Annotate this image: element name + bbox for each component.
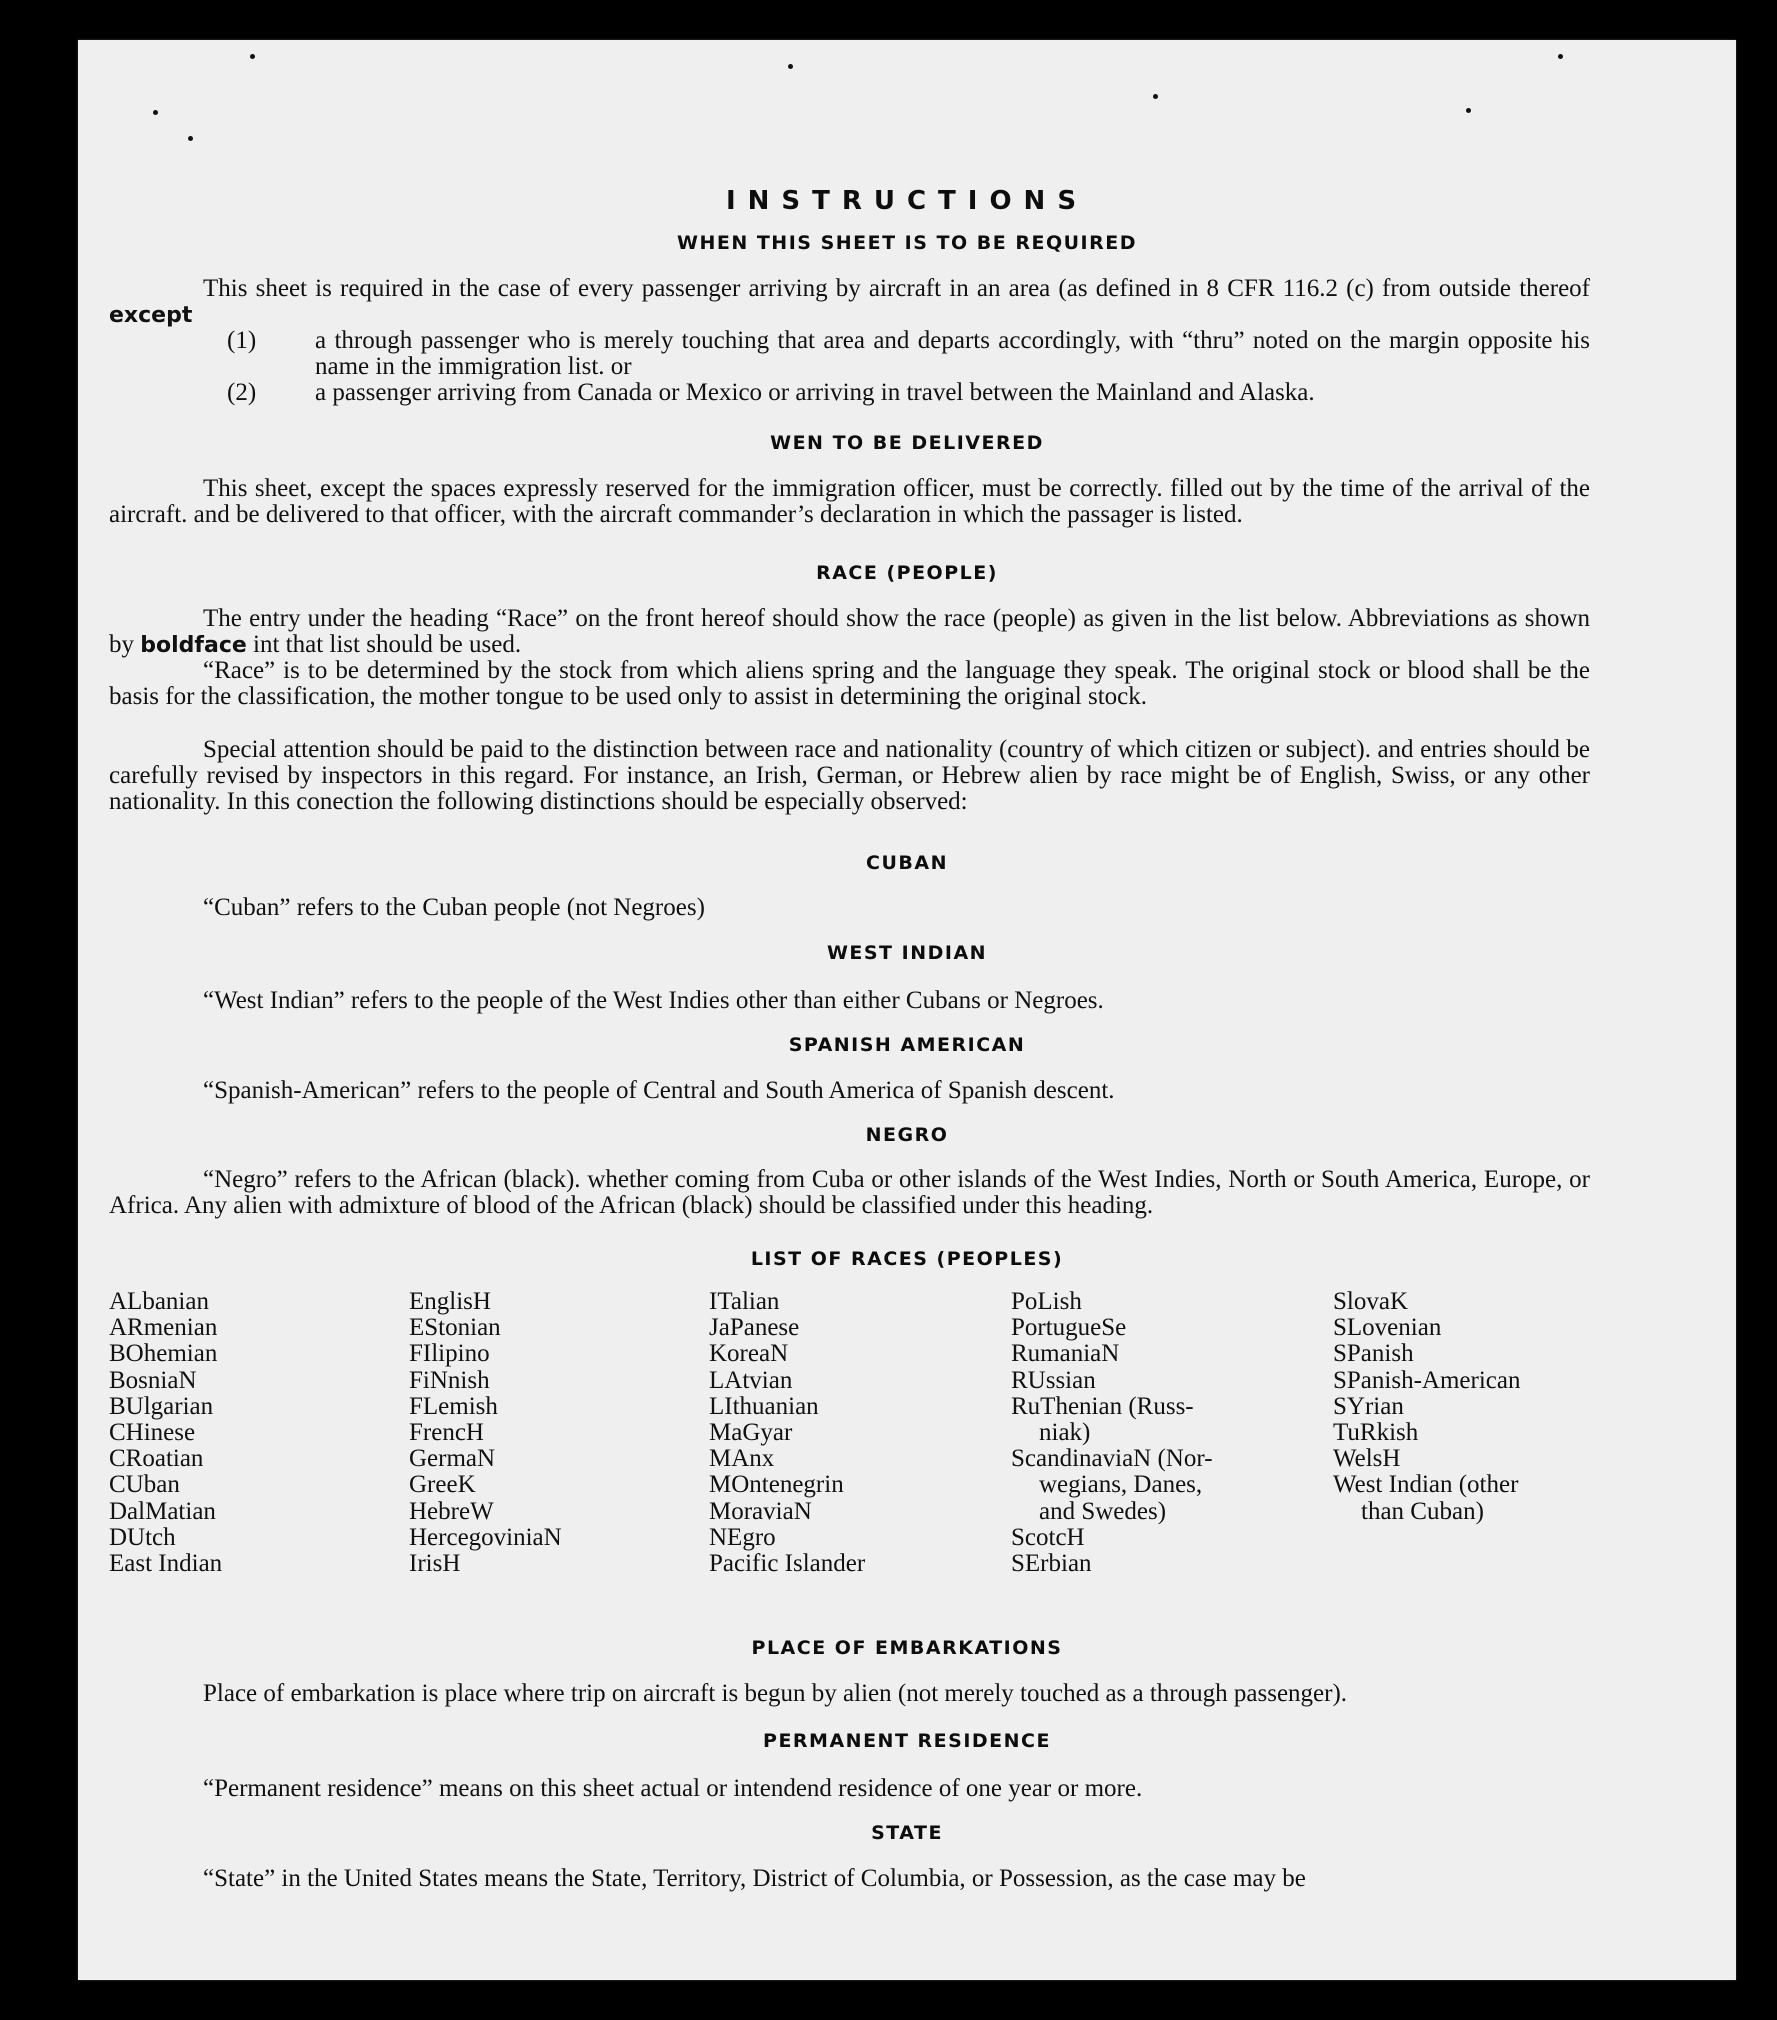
race-entry: GermaN (409, 1445, 496, 1473)
race-paragraph-2: “Race” is to be determined by the stock from which aliens spring and the language they speak. The original stock or blood shall be the basis for the classification, the mother tongue to be used only to assist in determining the original stock. (109, 657, 1590, 710)
race-entry: MaGyar (709, 1419, 793, 1447)
race-entry: MOntenegrin (709, 1471, 844, 1499)
when-required-intro (109, 276, 1590, 329)
race-entry: MoraviaN (709, 1497, 812, 1525)
race-entry: RUssian (1011, 1366, 1096, 1394)
race-column-5 (1333, 1289, 1520, 1525)
race-entry: Pacific Islander (709, 1550, 866, 1578)
race-entry: SPanish (1333, 1340, 1414, 1368)
race-entry: SlovaK (1333, 1288, 1408, 1315)
race-entry: BOhemian (109, 1340, 218, 1368)
race-entry: SPanish-American (1333, 1366, 1521, 1394)
race-entry: ALbanian (109, 1288, 209, 1315)
heading-race: RACE (PEOPLE) (816, 562, 998, 584)
heading-west-indian: WEST INDIAN (826, 942, 988, 964)
heading-when-delivered: WEN TO BE DELIVERED (770, 432, 1044, 454)
when-required-intro-text: This sheet is required in the case of every passenger arriving by aircraft in an area (as defined in 8 CFR 116.2 (c) from outside thereof (203, 275, 1590, 302)
race-entry: and Swedes) (1039, 1497, 1167, 1525)
race-p1-text-end: int that list should be used. (253, 631, 522, 658)
item-number: (1) (227, 327, 257, 354)
race-entry: SErbian (1011, 1550, 1092, 1578)
race-entry: JaPanese (709, 1314, 800, 1342)
race-entry: CUban (109, 1471, 180, 1499)
race-column-1 (109, 1289, 222, 1577)
scan-speck (153, 110, 158, 115)
heading-permanent-residence: PERMANENT RESIDENCE (763, 1730, 1051, 1752)
race-entry: DalMatian (109, 1497, 216, 1525)
race-entry: LIthuanian (709, 1392, 819, 1420)
heading-embarkation: PLACE OF EMBARKATIONS (751, 1637, 1063, 1659)
race-entry: niak) (1039, 1419, 1091, 1447)
race-entry: GreeK (409, 1471, 476, 1499)
race-entry: SYrian (1333, 1392, 1404, 1420)
when-required-item-2 (227, 380, 1590, 406)
race-entry: EnglisH (409, 1288, 491, 1315)
race-entry: FrencH (409, 1419, 484, 1447)
race-entry: HebreW (409, 1497, 494, 1525)
heading-negro: NEGRO (865, 1124, 949, 1146)
heading-spanish-american: SPANISH AMERICAN (788, 1034, 1026, 1056)
spanish-american-text: “Spanish-American” refers to the people of Central and South America of Spanish descent. (203, 1077, 1115, 1104)
scan-speck (250, 54, 255, 59)
race-entry: TuRkish (1333, 1419, 1419, 1447)
race-entry: PortugueSe (1011, 1314, 1127, 1342)
embarkation-text: Place of embarkation is place where trip on aircraft is begun by alien (not merely touched as a through passenger). (203, 1680, 1348, 1707)
cuban-text: “Cuban” refers to the Cuban people (not Negroes) (203, 894, 705, 921)
item-text: a passenger arriving from Canada or Mexico or arriving in travel between the Mainland and Alaska. (315, 379, 1315, 406)
race-entry: BosniaN (109, 1366, 197, 1394)
race-entry: LAtvian (709, 1366, 793, 1394)
race-entry: IrisH (409, 1550, 461, 1578)
document-title: INSTRUCTIONS (725, 186, 1089, 216)
race-entry: than Cuban) (1361, 1497, 1484, 1525)
race-entry: EStonian (409, 1314, 501, 1342)
race-column-2 (409, 1289, 562, 1577)
race-entry: SLovenian (1333, 1314, 1442, 1342)
race-entry: ScandinaviaN (Nor- (1011, 1445, 1213, 1473)
west-indian-text: “West Indian” refers to the people of the West Indies other than either Cubans or Negroes. (203, 987, 1104, 1014)
heading-cuban: CUBAN (866, 852, 948, 874)
race-entry: MAnx (709, 1445, 775, 1473)
heading-list-of-races: LIST OF RACES (PEOPLES) (750, 1248, 1064, 1270)
race-entry: HercegoviniaN (409, 1523, 562, 1551)
when-required-item-1 (227, 328, 1590, 380)
scan-speck (1466, 108, 1471, 113)
race-entry: PoLish (1011, 1288, 1082, 1315)
race-column-3 (709, 1289, 865, 1577)
negro-text: “Negro” refers to the African (black). whether coming from Cuba or other islands of the West Indies, North or South America, Europe, or Africa. Any alien with admixture of blood of the African (black) should be classified under this heading. (109, 1166, 1590, 1219)
race-entry: BUlgarian (109, 1392, 214, 1420)
race-entry: RuThenian (Russ- (1011, 1392, 1194, 1420)
race-entry: RumaniaN (1011, 1340, 1120, 1368)
race-entry: FIlipino (409, 1340, 490, 1368)
race-entry: CHinese (109, 1419, 196, 1447)
heading-state: STATE (871, 1822, 943, 1844)
race-entry: wegians, Danes, (1039, 1471, 1203, 1499)
scan-speck (1153, 94, 1158, 99)
race-list (109, 1289, 1669, 1589)
race-boldface: boldface (140, 633, 247, 658)
race-entry: CRoatian (109, 1445, 204, 1473)
race-entry: FLemish (409, 1392, 498, 1420)
race-entry: KoreaN (709, 1340, 789, 1368)
race-entry: FiNnish (409, 1366, 490, 1394)
race-paragraph-1 (109, 606, 1590, 659)
race-entry: NEgro (709, 1523, 776, 1551)
permanent-residence-text: “Permanent residence” means on this sheet actual or intendend residence of one year or more. (203, 1775, 1143, 1802)
race-entry: West Indian (other (1333, 1471, 1519, 1499)
race-entry: ITalian (709, 1288, 780, 1315)
scan-speck (188, 136, 193, 141)
scan-speck (788, 64, 793, 69)
heading-when-required: WHEN THIS SHEET IS TO BE REQUIRED (676, 232, 1137, 254)
race-p1-text: The entry under the heading “Race” on the front hereof should show the race (people) as given in the list below. Abbreviations as shown by (109, 605, 1590, 658)
race-entry: East Indian (109, 1550, 223, 1578)
race-entry: DUtch (109, 1523, 176, 1551)
race-entry: ARmenian (109, 1314, 218, 1342)
race-column-4 (1011, 1289, 1213, 1577)
state-text: “State” in the United States means the State, Territory, District of Columbia, or Possession, as the case may be (203, 1865, 1306, 1892)
item-text: a through passenger who is merely touching that area and departs accordingly, with “thru” noted on the margin opposite his name in the immigration list. or (315, 327, 1590, 380)
when-required-except: except (109, 303, 193, 328)
race-paragraph-3: Special attention should be paid to the distinction between race and nationality (country of which citizen or subject). and entries should be carefully revised by inspectors in this regard. For instance, an Irish, German, or Hebrew alien by race might be of English, Swiss, or any other nationality. In this conection the following distinctions should be especially observed: (109, 736, 1590, 815)
when-delivered-text: This sheet, except the spaces expressly reserved for the immigration officer, must be correctly. filled out by the time of the arrival of the aircraft. and be delivered to that officer, with the aircraft commander’s declaration in which the passager is listed. (109, 475, 1590, 528)
race-entry: WelsH (1333, 1445, 1401, 1473)
race-entry: ScotcH (1011, 1523, 1085, 1551)
item-number: (2) (227, 379, 257, 406)
scan-speck (1558, 54, 1563, 59)
document-page (78, 40, 1736, 1980)
